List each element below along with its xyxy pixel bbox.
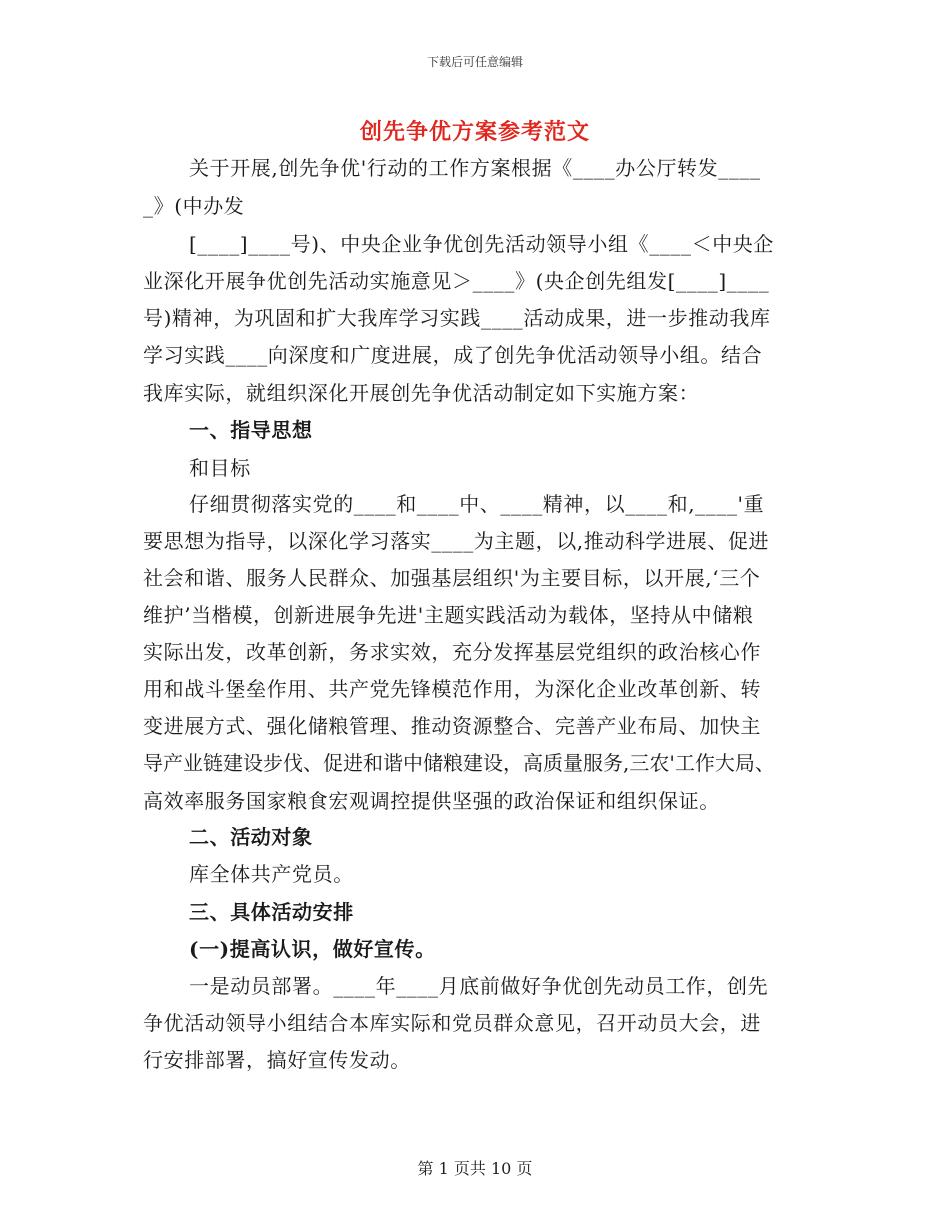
paragraph-line: 和目标: [189, 456, 251, 480]
paragraph-line: 号)精神，为巩固和扩大我库学习实践____活动成果，进一步推动我库: [143, 306, 771, 330]
paragraph-line: 变进展方式、强化储粮管理、推动资源整合、完善产业布局、加快主: [143, 714, 761, 738]
paragraph-line: 库全体共产党员。: [189, 862, 354, 886]
paragraph-line: 关于开展,创先争优'行动的工作方案根据《____办公厅转发____: [189, 156, 761, 180]
paragraph-line: 用和战斗堡垒作用、共产党先锋模范作用，为深化企业改革创新、转: [143, 677, 761, 701]
paragraph-line: 业深化开展争优创先活动实施意见＞____》(央企创先组发[____]____: [143, 269, 770, 293]
paragraph-line: 学习实践____向深度和广度进展，成了创先争优活动领导小组。结合: [143, 343, 763, 367]
paragraph-line: [____]____号)、中央企业争优创先活动领导小组《____＜中央企: [189, 232, 775, 256]
paragraph-line: _》(中办发: [143, 194, 245, 218]
paragraph-line: 维护’当楷模，创新进展争先进'主题实践活动为载体，坚持从中储粮: [143, 603, 754, 627]
section-heading: 二、活动对象: [189, 825, 313, 849]
paragraph-line: 导产业链建设步伐、促进和谐中储粮建设，高质量服务,三农'工作大局、: [143, 751, 775, 775]
header-note: 下载后可任意编辑: [426, 55, 523, 69]
paragraph-line: 实际出发，改革创新，务求实效，充分发挥基层党组织的政治核心作: [143, 640, 761, 664]
paragraph-line: 要思想为指导，以深化学习落实____为主题，以,推动科学进展、促进: [143, 529, 770, 553]
subsection-heading: (一)提高认识，做好宣传。: [189, 937, 436, 961]
paragraph-line: 高效率服务国家粮食宏观调控提供坚强的政治保证和组织保证。: [143, 789, 720, 813]
paragraph-line: 我库实际，就组织深化开展创先争优活动制定如下实施方案：: [143, 381, 700, 405]
section-heading: 三、具体活动安排: [189, 900, 354, 924]
paragraph-line: 社会和谐、服务人民群众、加强基层组织'为主要目标，以开展,‘三个: [143, 566, 761, 590]
page-number-footer: 第 1 页共 10 页: [417, 1159, 533, 1178]
document-title: 创先争优方案参考范文: [359, 119, 590, 145]
paragraph-line: 行安排部署，搞好宣传发动。: [143, 1048, 411, 1072]
section-heading: 一、指导思想: [189, 418, 313, 442]
paragraph-line: 争优活动领导小组结合本库实际和党员群众意见，召开动员大会，进: [143, 1011, 761, 1035]
paragraph-line: 一是动员部署。____年____月底前做好争优创先动员工作，创先: [189, 974, 769, 998]
paragraph-line: 仔细贯彻落实党的____和____中、____精神，以____和,____'重: [189, 492, 765, 516]
